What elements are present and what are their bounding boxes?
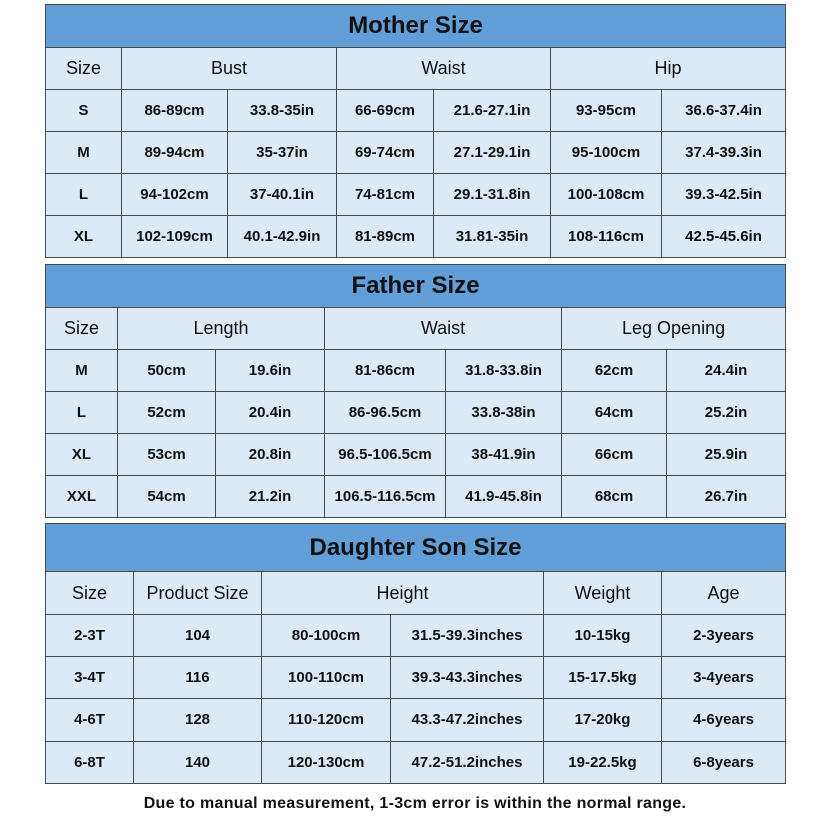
table-cell: 37-40.1in (228, 174, 337, 216)
table-cell: 95-100cm (551, 132, 662, 174)
size-cell: XL (46, 216, 122, 258)
table-cell: 38-41.9in (446, 434, 562, 476)
size-cell: M (46, 132, 122, 174)
table-cell: 81-86cm (325, 350, 446, 392)
table-cell: 81-89cm (337, 216, 434, 258)
table-cell: 66-69cm (337, 90, 434, 132)
table-cell: 104 (134, 614, 262, 656)
size-cell: 6-8T (46, 741, 134, 783)
table-cell: 69-74cm (337, 132, 434, 174)
size-cell: XL (46, 434, 118, 476)
table-row (46, 656, 786, 698)
table-cell: 37.4-39.3in (662, 132, 786, 174)
size-cell: L (46, 392, 118, 434)
size-cell: 4-6T (46, 699, 134, 741)
table-cell: 86-89cm (122, 90, 228, 132)
size-cell: XXL (46, 476, 118, 518)
table-cell: 100-110cm (262, 656, 391, 698)
table-cell: 94-102cm (122, 174, 228, 216)
table-cell: 36.6-37.4in (662, 90, 786, 132)
column-header-size: Size (46, 572, 134, 614)
table-cell: 108-116cm (551, 216, 662, 258)
table-cell: 39.3-43.3inches (391, 656, 544, 698)
table-row (46, 699, 786, 741)
daughter-son-size-table (45, 523, 786, 784)
table-cell: 106.5-116.5cm (325, 476, 446, 518)
table-row (46, 132, 786, 174)
column-header-age: Age (662, 572, 786, 614)
table-row (46, 174, 786, 216)
table-title: Daughter Son Size (46, 524, 786, 572)
measurement-note: Due to manual measurement, 1-3cm error is within the normal range. (143, 795, 687, 812)
table-cell: 64cm (562, 392, 667, 434)
size-cell: L (46, 174, 122, 216)
table-cell: 96.5-106.5cm (325, 434, 446, 476)
table-cell: 17-20kg (544, 699, 662, 741)
table-cell: 66cm (562, 434, 667, 476)
table-cell: 47.2-51.2inches (391, 741, 544, 783)
table-row (46, 392, 786, 434)
table-row (46, 614, 786, 656)
table-cell: 86-96.5cm (325, 392, 446, 434)
table-cell: 39.3-42.5in (662, 174, 786, 216)
table-cell: 140 (134, 741, 262, 783)
mother-size-table (45, 4, 786, 258)
size-cell: 3-4T (46, 656, 134, 698)
table-cell: 102-109cm (122, 216, 228, 258)
table-cell: 3-4years (662, 656, 786, 698)
table-cell: 53cm (118, 434, 216, 476)
table-cell: 41.9-45.8in (446, 476, 562, 518)
table-cell: 74-81cm (337, 174, 434, 216)
column-header-waist: Waist (337, 48, 551, 90)
column-header-hip: Hip (551, 48, 786, 90)
column-header-size: Size (46, 308, 118, 350)
column-header-waist: Waist (325, 308, 562, 350)
table-cell: 31.5-39.3inches (391, 614, 544, 656)
table-row (46, 434, 786, 476)
table-row (46, 216, 786, 258)
table-cell: 50cm (118, 350, 216, 392)
table-cell: 68cm (562, 476, 667, 518)
table-cell: 26.7in (667, 476, 786, 518)
table-cell: 20.4in (216, 392, 325, 434)
table-title: Mother Size (46, 5, 786, 48)
size-cell: 2-3T (46, 614, 134, 656)
table-row (46, 741, 786, 783)
table-cell: 42.5-45.6in (662, 216, 786, 258)
table-row (46, 476, 786, 518)
table-cell: 110-120cm (262, 699, 391, 741)
table-cell: 100-108cm (551, 174, 662, 216)
table-cell: 33.8-35in (228, 90, 337, 132)
table-cell: 33.8-38in (446, 392, 562, 434)
table-row (46, 90, 786, 132)
table-row (46, 350, 786, 392)
table-cell: 19-22.5kg (544, 741, 662, 783)
table-cell: 19.6in (216, 350, 325, 392)
size-cell: M (46, 350, 118, 392)
table-title: Father Size (46, 265, 786, 308)
table-cell: 52cm (118, 392, 216, 434)
table-cell: 20.8in (216, 434, 325, 476)
column-header-weight: Weight (544, 572, 662, 614)
table-cell: 27.1-29.1in (434, 132, 551, 174)
table-cell: 2-3years (662, 614, 786, 656)
table-cell: 31.8-33.8in (446, 350, 562, 392)
table-cell: 25.2in (667, 392, 786, 434)
table-cell: 15-17.5kg (544, 656, 662, 698)
table-cell: 89-94cm (122, 132, 228, 174)
table-cell: 80-100cm (262, 614, 391, 656)
table-cell: 43.3-47.2inches (391, 699, 544, 741)
column-header-size: Size (46, 48, 122, 90)
table-cell: 4-6years (662, 699, 786, 741)
table-cell: 120-130cm (262, 741, 391, 783)
table-cell: 6-8years (662, 741, 786, 783)
table-cell: 54cm (118, 476, 216, 518)
table-cell: 21.6-27.1in (434, 90, 551, 132)
table-cell: 40.1-42.9in (228, 216, 337, 258)
table-cell: 31.81-35in (434, 216, 551, 258)
table-cell: 10-15kg (544, 614, 662, 656)
column-header-product-size: Product Size (134, 572, 262, 614)
size-cell: S (46, 90, 122, 132)
table-cell: 25.9in (667, 434, 786, 476)
column-header-leg-opening: Leg Opening (562, 308, 786, 350)
table-cell: 128 (134, 699, 262, 741)
table-cell: 35-37in (228, 132, 337, 174)
column-header-bust: Bust (122, 48, 337, 90)
table-cell: 21.2in (216, 476, 325, 518)
table-cell: 93-95cm (551, 90, 662, 132)
table-cell: 62cm (562, 350, 667, 392)
father-size-table (45, 264, 786, 518)
table-cell: 29.1-31.8in (434, 174, 551, 216)
column-header-length: Length (118, 308, 325, 350)
column-header-height: Height (262, 572, 544, 614)
table-cell: 24.4in (667, 350, 786, 392)
table-cell: 116 (134, 656, 262, 698)
